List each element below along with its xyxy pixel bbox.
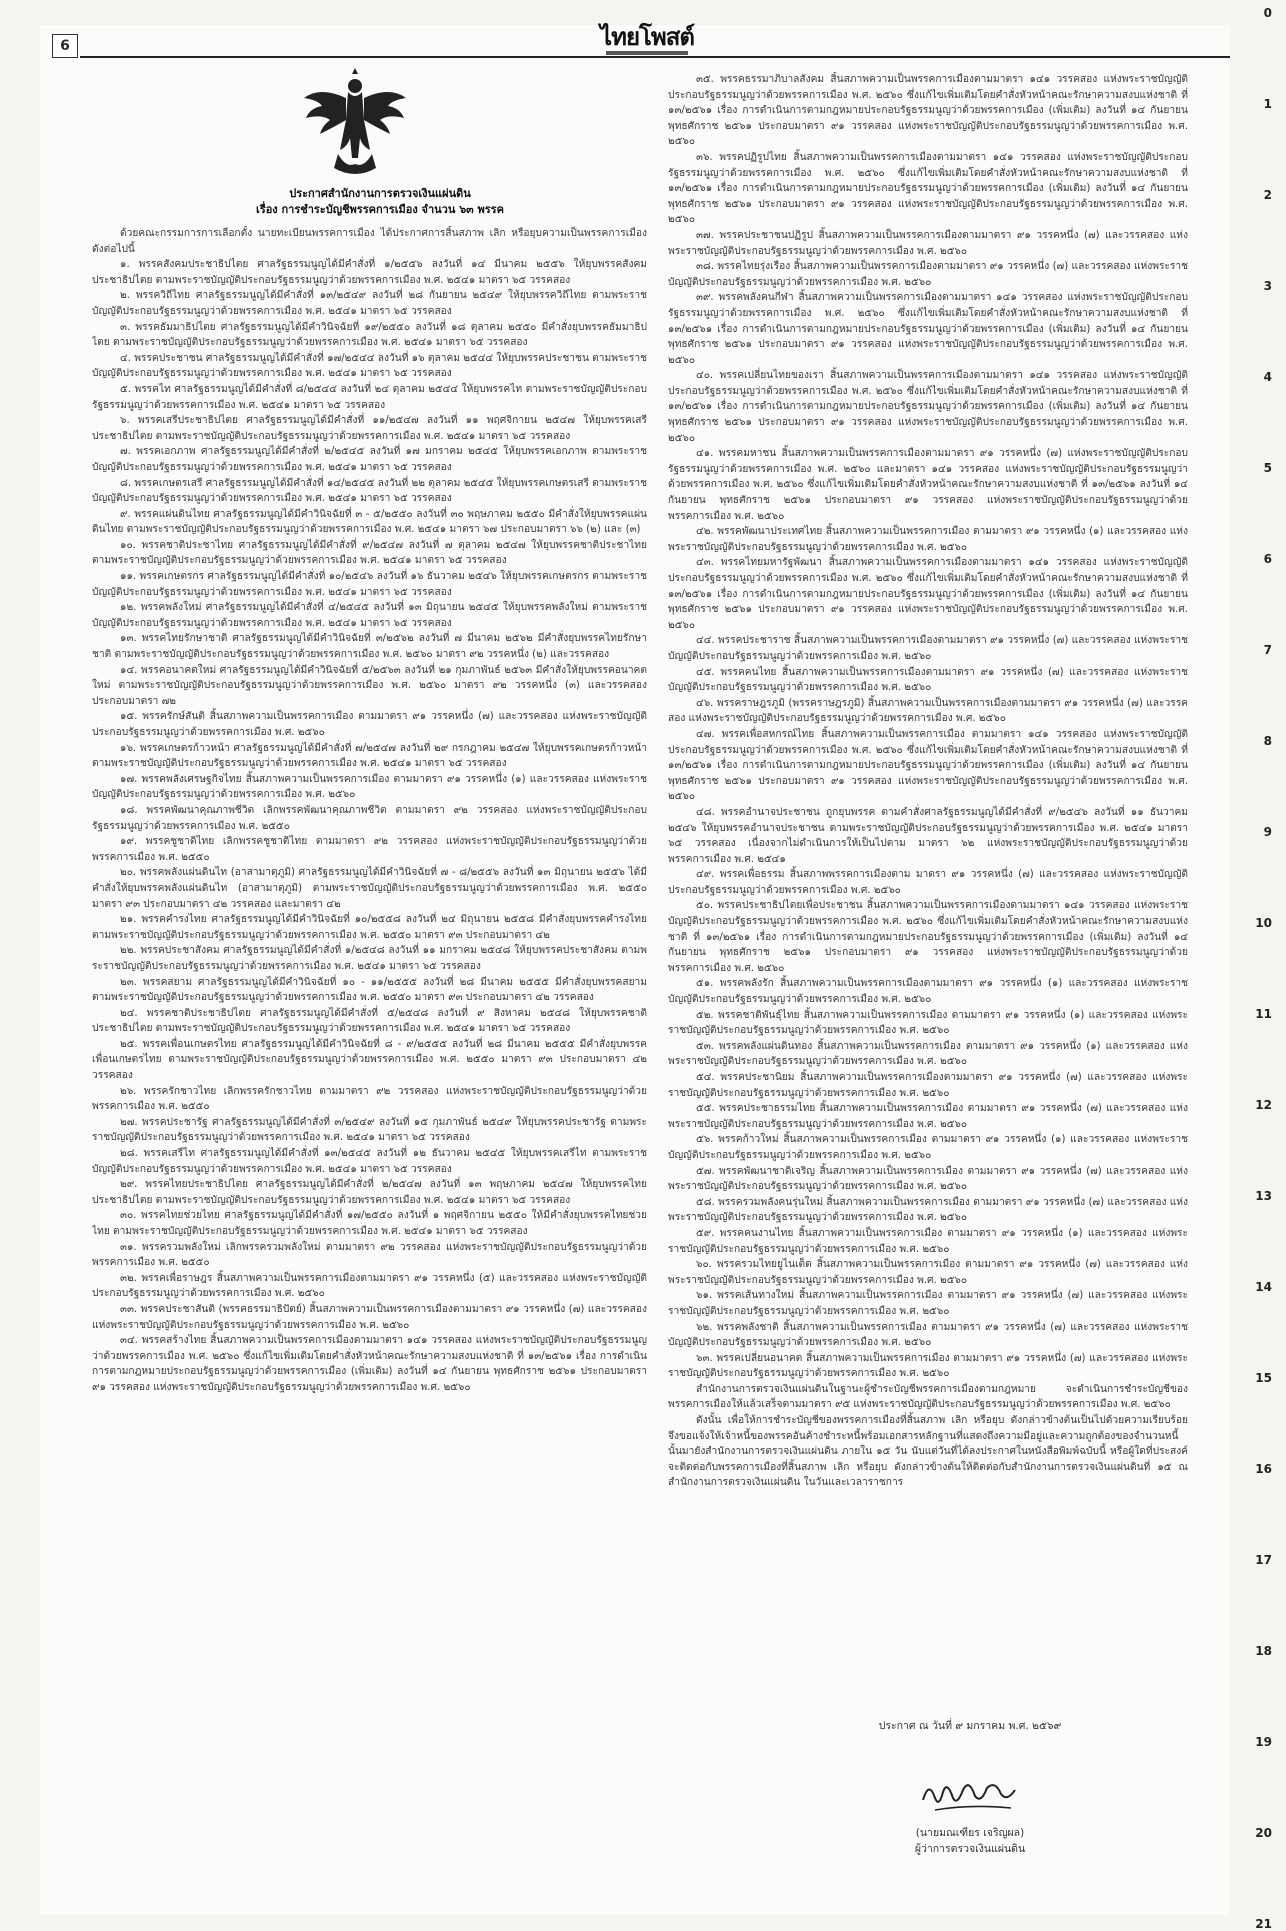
party-list-item: ๔๖. พรรคราษฎรภูมิ (พรรคราษฎรภูมิ) สิ้นสภาพความเป็นพรรคการเมืองตามมาตรา ๙๑ วรรคหนึ่ง (๗) และวรรคสอง แห่งพระราชบัญญัติประกอบรัฐธรรมนูญว่าด้วยพรรคการเมือง พ.ศ. ๒๕๖๐ <box>668 697 1188 725</box>
announcement-subject: เรื่อง การชำระบัญชีพรรคการเมือง จำนวน ๖๓ พรรค <box>256 203 504 216</box>
left-column <box>92 226 647 1916</box>
party-list-item: ๓๗. พรรคประชาชนปฏิรูป สิ้นสภาพความเป็นพรรคการเมืองตามมาตรา ๙๑ วรรคหนึ่ง (๗) และวรรคสอง แห่งพระราชบัญญัติประกอบรัฐธรรมนูญว่าด้วยพรรคการเมือง พ.ศ. ๒๕๖๐ <box>668 229 1188 257</box>
party-list-item: ๑๗. พรรคพลังเศรษฐกิจไทย สิ้นสภาพความเป็นพรรคการเมือง ตามมาตรา ๙๑ วรรคหนึ่ง (๑) และวรรคสอง แห่งพระราชบัญญัติประกอบรัฐธรรมนูญว่าด้วยพรรคการเมือง พ.ศ. ๒๕๖๐ <box>92 773 647 801</box>
party-list-item: ๙. พรรคแผ่นดินไทย ศาลรัฐธรรมนูญได้มีคำวินิจฉัยที่ ๓ - ๕/๒๕๕๐ ลงวันที่ ๓๐ พฤษภาคม ๒๕๕๐ มีคำสั่งให้ยุบพรรคแผ่นดินไทย ตามพระราชบัญญัติประกอบรัฐธรรมนูญว่าด้วยพรรคการเมือง พ.ศ. ๒๕๔๑ มาตรา ๖๗ ประกอบมาตรา ๖๖ (๒) และ (๓) <box>92 508 647 536</box>
signatory-title: ผู้ว่าการตรวจเงินแผ่นดิน <box>914 1843 1026 1855</box>
party-list-item: ๓๘. พรรคไทยรุ่งเรือง สิ้นสภาพความเป็นพรรคการเมืองตามมาตรา ๙๑ วรรคหนึ่ง (๗) และวรรคสอง แห่งพระราชบัญญัติประกอบรัฐธรรมนูญว่าด้วยพรรคการเมือง พ.ศ. ๒๕๖๐ <box>668 261 1188 288</box>
party-list-item: ๓๖. พรรคปฏิรูปไทย สิ้นสภาพความเป็นพรรคการเมืองตามมาตรา ๑๔๑ วรรคสอง แห่งพระราชบัญญัติประกอบรัฐธรรมนูญว่าด้วยพรรคการเมือง พ.ศ. ๒๕๖๐ ซึ่งแก้ไขเพิ่มเติมโดยคำสั่งหัวหน้าคณะรักษาความสงบแห่งชาติ ที่ ๑๓/๒๕๖๑ เรื่อง การดำเนินการตามกฎหมายประกอบรัฐธรรมนูญว่าด้วยพรรคการเมือง (เพิ่มเติม) ลงวันที่ ๑๔ กันยายน พุทธศักราช ๒๕๖๑ ประกอบมาตรา ๙๑ วรรคสอง แห่งพระราชบัญญัติประกอบรัฐธรรมนูญว่าด้วยพรรคการเมือง พ.ศ. ๒๕๖๐ <box>668 151 1188 226</box>
party-list-item: ๗. พรรคเอกภาพ ศาลรัฐธรรมนูญได้มีคำสั่งที่ ๒/๒๕๔๕ ลงวันที่ ๑๗ มกราคม ๒๕๔๕ ให้ยุบพรรคเอกภาพ ตามพระราชบัญญัติประกอบรัฐธรรมนูญว่าด้วยพรรคการเมือง พ.ศ. ๒๕๔๑ มาตรา ๖๕ วรรคสอง <box>92 446 647 473</box>
right-party-list <box>668 72 1188 1382</box>
party-list-item: ๘. พรรคเกษตรเสรี ศาลรัฐธรรมนูญได้มีคำสั่งที่ ๑๔/๒๕๔๕ ลงวันที่ ๒๒ ตุลาคม ๒๕๔๕ ให้ยุบพรรคเกษตรเสรี ตามพระราชบัญญัติประกอบรัฐธรรมนูญว่าด้วยพรรคการเมือง พ.ศ. ๒๕๔๑ มาตรา ๖๕ วรรคสอง <box>92 477 647 505</box>
margin-number: 2 <box>1263 188 1272 202</box>
party-list-item: ๕๘. พรรครวมพลังคนรุ่นใหม่ สิ้นสภาพความเป็นพรรคการเมือง ตามมาตรา ๙๑ วรรคหนึ่ง (๗) และวรรคสอง แห่งพระราชบัญญัติประกอบรัฐธรรมนูญว่าด้วยพรรคการเมือง พ.ศ. ๒๕๖๐ <box>668 1196 1188 1224</box>
party-list-item: ๒๑. พรรคคำรงไทย ศาลรัฐธรรมนูญได้มีคำวินิจฉัยที่ ๑๐/๒๕๕๘ ลงวันที่ ๒๔ มิถุนายน ๒๕๕๘ มีคำสั่งยุบพรรคคำรงไทย ตามพระราชบัญญัติประกอบรัฐธรรมนูญว่าด้วยพรรคการเมือง พ.ศ. ๒๕๕๐ มาตรา ๙๓ ประกอบมาตรา ๔๒ <box>92 914 647 941</box>
margin-number: 14 <box>1255 1280 1272 1294</box>
party-list-item: ๔๗. พรรคเพื่อสหกรณ์ไทย สิ้นสภาพความเป็นพรรคการเมือง ตามมาตรา ๑๔๑ วรรคสอง แห่งพระราชบัญญัติประกอบรัฐธรรมนูญว่าด้วยพรรคการเมือง พ.ศ. ๒๕๖๐ ซึ่งแก้ไขเพิ่มเติมโดยคำสั่งหัวหน้าคณะรักษาความสงบแห่งชาติ ที่ ๑๓/๒๕๖๑ เรื่อง การดำเนินการตามกฎหมายประกอบรัฐธรรมนูญว่าด้วยพรรคการเมือง (เพิ่มเติม) ลงวันที่ ๑๔ กันยายน พุทธศักราช ๒๕๖๑ ประกอบมาตรา ๙๑ วรรคสอง แห่งพระราชบัญญัติประกอบรัฐธรรมนูญว่าด้วยพรรคการเมือง พ.ศ. ๒๕๖๐ <box>668 728 1188 803</box>
party-list-item: ๕๑. พรรคพลังรัก สิ้นสภาพความเป็นพรรคการเมืองตามมาตรา ๙๑ วรรคหนึ่ง (๑) และวรรคสอง แห่งพระราชบัญญัติประกอบรัฐธรรมนูญว่าด้วยพรรคการเมือง พ.ศ. ๒๕๖๐ <box>668 978 1188 1006</box>
party-list-item: ๕๖. พรรคก้าวใหม่ สิ้นสภาพความเป็นพรรคการเมือง ตามมาตรา ๙๑ วรรคหนึ่ง (๑) และวรรคสอง แห่งพระราชบัญญัติประกอบรัฐธรรมนูญว่าด้วยพรรคการเมือง พ.ศ. ๒๕๖๐ <box>668 1134 1188 1161</box>
party-list-item: ๓๑. พรรครวมพลังใหม่ เลิกพรรครวมพลังใหม่ ตามมาตรา ๙๒ วรรคสอง แห่งพระราชบัญญัติประกอบรัฐธรรมนูญว่าด้วยพรรคการเมือง พ.ศ. ๒๕๕๐ <box>92 1241 647 1269</box>
party-list-item: ๑๒. พรรคพลังใหม่ ศาลรัฐธรรมนูญได้มีคำสั่งที่ ๔/๒๕๔๕ ลงวันที่ ๑๓ มิถุนายน ๒๕๔๕ ให้ยุบพรรคพลังใหม่ ตามพระราชบัญญัติประกอบรัฐธรรมนูญว่าด้วยพรรคการเมือง พ.ศ. ๒๕๔๑ มาตรา ๖๕ วรรคสอง <box>92 602 647 629</box>
margin-number: 18 <box>1255 1644 1272 1658</box>
party-list-item: ๕๒. พรรคชาติพันธุ์ไทย สิ้นสภาพความเป็นพรรคการเมือง ตามมาตรา ๙๑ วรรคหนึ่ง (๑) และวรรคสอง แห่งพระราชบัญญัติประกอบรัฐธรรมนูญว่าด้วยพรรคการเมือง พ.ศ. ๒๕๖๐ <box>668 1009 1188 1037</box>
party-list-item: ๑๘. พรรคพัฒนาคุณภาพชีวิต เลิกพรรคพัฒนาคุณภาพชีวิต ตามมาตรา ๙๒ วรรคสอง แห่งพระราชบัญญัติประกอบรัฐธรรมนูญว่าด้วยพรรคการเมือง พ.ศ. ๒๕๕๐ <box>92 804 647 832</box>
party-list-item: ๒๕. พรรคเพื่อนเกษตรไทย ศาลรัฐธรรมนูญได้มีคำวินิจฉัยที่ ๘ - ๙/๒๕๕๕ ลงวันที่ ๒๘ มีนาคม ๒๕๕๕ มีคำสั่งยุบพรรคเพื่อนเกษตรไทย ตามพระราชบัญญัติประกอบรัฐธรรมนูญว่าด้วยพรรคการเมือง พ.ศ. ๒๕๕๐ มาตรา ๙๓ ประกอบมาตรา ๔๒ วรรคสอง <box>92 1038 647 1082</box>
margin-number: 17 <box>1255 1553 1272 1567</box>
closing-paragraph-1: สำนักงานการตรวจเงินแผ่นดินในฐานะผู้ชำระบัญชีพรรคการเมืองตามกฎหมาย จะดำเนินการชำระบัญชีของพรรคการเมืองให้แล้วเสร็จตามมาตรา ๙๕ แห่งพระราชบัญญัติประกอบรัฐธรรมนูญว่าด้วยพรรคการเมือง พ.ศ. ๒๕๖๐ <box>668 1383 1188 1411</box>
party-list-item: ๑. พรรคสังคมประชาธิปไตย ศาลรัฐธรรมนูญได้มีคำสั่งที่ ๑/๒๕๕๖ ลงวันที่ ๑๔ มีนาคม ๒๕๕๖ ให้ยุบพรรคสังคมประชาธิปไตย ตามพระราชบัญญัติประกอบรัฐธรรมนูญว่าด้วยพรรคการเมือง พ.ศ. ๒๕๔๑ มาตรา ๖๕ วรรคสอง <box>92 259 647 286</box>
party-list-item: ๑๕. พรรครักษ์สันติ สิ้นสภาพความเป็นพรรคการเมือง ตามมาตรา ๙๑ วรรคหนึ่ง (๗) และวรรคสอง แห่งพระราชบัญญัติประกอบรัฐธรรมนูญว่าด้วยพรรคการเมือง พ.ศ. ๒๕๖๐ <box>92 711 647 738</box>
party-list-item: ๖๓. พรรคเปลี่ยนอนาคต สิ้นสภาพความเป็นพรรคการเมือง ตามมาตรา ๙๑ วรรคหนึ่ง (๗) และวรรคสอง แห่งพระราชบัญญัติประกอบรัฐธรรมนูญว่าด้วยพรรคการเมือง พ.ศ. ๒๕๖๐ <box>668 1352 1188 1380</box>
party-list-item: ๑๑. พรรคเกษตรกร ศาลรัฐธรรมนูญได้มีคำสั่งที่ ๑๐/๒๕๔๖ ลงวันที่ ๑๖ ธันวาคม ๒๕๔๖ ให้ยุบพรรคเกษตรกร ตามพระราชบัญญัติประกอบรัฐธรรมนูญว่าด้วยพรรคการเมือง พ.ศ. ๒๕๔๑ มาตรา ๖๕ วรรคสอง <box>92 571 647 598</box>
party-list-item: ๒๓. พรรคสยาม ศาลรัฐธรรมนูญได้มีคำวินิจฉัยที่ ๑๐ - ๑๑/๒๕๕๕ ลงวันที่ ๒๘ มีนาคม ๒๕๕๕ มีคำสั่งยุบพรรคสยาม ตามพระราชบัญญัติประกอบรัฐธรรมนูญว่าด้วยพรรคการเมือง พ.ศ. ๒๕๕๐ มาตรา ๙๓ ประกอบมาตรา ๔๒ วรรคสอง <box>92 976 647 1004</box>
party-list-item: ๓๓. พรรคประชาสันติ (พรรคธรรมาธิปัตย์) สิ้นสภาพความเป็นพรรคการเมืองตามมาตรา ๙๑ วรรคหนึ่ง (๗) และวรรคสอง แห่งพระราชบัญญัติประกอบรัฐธรรมนูญว่าด้วยพรรคการเมือง พ.ศ. ๒๕๖๐ <box>92 1303 647 1331</box>
party-list-item: ๖๐. พรรครวมไทยยูไนเต็ด สิ้นสภาพความเป็นพรรคการเมือง ตามมาตรา ๙๑ วรรคหนึ่ง (๗) และวรรคสอง แห่งพระราชบัญญัติประกอบรัฐธรรมนูญว่าด้วยพรรคการเมือง พ.ศ. ๒๕๖๐ <box>668 1259 1188 1286</box>
announcement-title: ประกาศสำนักงานการตรวจเงินแผ่นดิน <box>289 187 471 200</box>
party-list-item: ๕๗. พรรคพัฒนาชาติเจริญ สิ้นสภาพความเป็นพรรคการเมือง ตามมาตรา ๙๑ วรรคหนึ่ง (๗) และวรรคสอง แห่งพระราชบัญญัติประกอบรัฐธรรมนูญว่าด้วยพรรคการเมือง พ.ศ. ๒๕๖๐ <box>668 1165 1188 1193</box>
margin-number: 1 <box>1263 97 1272 111</box>
margin-number: 11 <box>1255 1007 1272 1021</box>
party-list-item: ๔. พรรคประชาชน ศาลรัฐธรรมนูญได้มีคำสั่งที่ ๑๗/๒๕๔๔ ลงวันที่ ๑๖ ตุลาคม ๒๕๔๔ ให้ยุบพรรคประชาชน ตามพระราชบัญญัติประกอบรัฐธรรมนูญว่าด้วยพรรคการเมือง พ.ศ. ๒๕๔๑ มาตรา ๖๕ วรรคสอง <box>92 352 647 380</box>
party-list-item: ๕. พรรคไท ศาลรัฐธรรมนูญได้มีคำสั่งที่ ๘/๒๕๔๔ ลงวันที่ ๒๔ ตุลาคม ๒๕๔๔ ให้ยุบพรรคไท ตามพระราชบัญญัติประกอบรัฐธรรมนูญว่าด้วยพรรคการเมือง พ.ศ. ๒๕๔๑ มาตรา ๖๕ วรรคสอง <box>92 383 647 411</box>
intro-paragraph: ด้วยคณะกรรมการการเลือกตั้ง นายทะเบียนพรรคการเมือง ได้ประกาศการสิ้นสภาพ เลิก หรือยุบความเป็นพรรคการเมืองดังต่อไปนี้ <box>92 228 647 255</box>
party-list-item: ๕๕. พรรคประชาธรรมไทย สิ้นสภาพความเป็นพรรคการเมือง ตามมาตรา ๙๑ วรรคหนึ่ง (๗) และวรรคสอง แห่งพระราชบัญญัติประกอบรัฐธรรมนูญว่าด้วยพรรคการเมือง พ.ศ. ๒๕๖๐ <box>668 1103 1188 1130</box>
margin-number: 6 <box>1263 552 1272 566</box>
margin-number: 7 <box>1263 643 1272 657</box>
party-list-item: ๓. พรรคธัมมาธิปไตย ศาลรัฐธรรมนูญได้มีคำวินิจฉัยที่ ๑๙/๒๕๕๐ ลงวันที่ ๑๘ ตุลาคม ๒๕๕๐ มีคำสั่งยุบพรรคธัมมาธิปไตย ตามพระราชบัญญัติประกอบรัฐธรรมนูญว่าด้วยพรรคการเมือง พ.ศ. ๒๕๔๑ มาตรา ๖๕ วรรคสอง <box>92 321 647 349</box>
masthead-tagline-bar <box>606 51 688 55</box>
party-list-item: ๓๙. พรรคพลังคนกีฬา สิ้นสภาพความเป็นพรรคการเมืองตามมาตรา ๑๔๑ วรรคสอง แห่งพระราชบัญญัติประกอบรัฐธรรมนูญว่าด้วยพรรคการเมือง พ.ศ. ๒๕๖๐ ซึ่งแก้ไขเพิ่มเติมโดยคำสั่งหัวหน้าคณะรักษาความสงบแห่งชาติ ที่ ๑๓/๒๕๖๑ เรื่อง การดำเนินการตามกฎหมายประกอบรัฐธรรมนูญว่าด้วยพรรคการเมือง (เพิ่มเติม) ลงวันที่ ๑๔ กันยายน พุทธศักราช ๒๕๖๑ ประกอบมาตรา ๙๑ วรรคสอง แห่งพระราชบัญญัติประกอบรัฐธรรมนูญว่าด้วยพรรคการเมือง พ.ศ. ๒๕๖๐ <box>668 292 1188 366</box>
margin-number: 3 <box>1263 279 1272 293</box>
margin-number: 13 <box>1255 1189 1272 1203</box>
party-list-item: ๑๓. พรรคไทยรักษาชาติ ศาลรัฐธรรมนูญได้มีคำวินิจฉัยที่ ๓/๒๕๖๒ ลงวันที่ ๗ มีนาคม ๒๕๖๒ มีคำสั่งยุบพรรคไทยรักษาชาติ ตามพระราชบัญญัติประกอบรัฐธรรมนูญว่าด้วยพรรคการเมือง พ.ศ. ๒๕๖๐ มาตรา ๙๒ วรรคหนึ่ง (๒) และวรรคสอง <box>92 633 647 661</box>
margin-number: 21 <box>1255 1917 1272 1931</box>
party-list-item: ๔๕. พรรคคนไทย สิ้นสภาพความเป็นพรรคการเมืองตามมาตรา ๙๑ วรรคหนึ่ง (๗) และวรรคสอง แห่งพระราชบัญญัติประกอบรัฐธรรมนูญว่าด้วยพรรคการเมือง พ.ศ. ๒๕๖๐ <box>668 666 1188 694</box>
signature-icon <box>915 1770 1025 1820</box>
party-list-item: ๔๔. พรรคประชาราช สิ้นสภาพความเป็นพรรคการเมืองตามมาตรา ๙๑ วรรคหนึ่ง (๗) และวรรคสอง แห่งพระราชบัญญัติประกอบรัฐธรรมนูญว่าด้วยพรรคการเมือง พ.ศ. ๒๕๖๐ <box>668 635 1188 662</box>
party-list-item: ๒๘. พรรคเสรีไท ศาลรัฐธรรมนูญได้มีคำสั่งที่ ๑๓/๒๕๔๕ ลงวันที่ ๑๒ ธันวาคม ๒๕๔๕ ให้ยุบพรรคเสรีไท ตามพระราชบัญญัติประกอบรัฐธรรมนูญว่าด้วยพรรคการเมือง พ.ศ. ๒๕๔๑ มาตรา ๖๕ วรรคสอง <box>92 1148 647 1175</box>
masthead <box>598 24 696 56</box>
party-list-item: ๖. พรรคเสรีประชาธิปไตย ศาลรัฐธรรมนูญได้มีคำสั่งที่ ๑๑/๒๕๔๗ ลงวันที่ ๑๑ พฤศจิกายน ๒๕๔๗ ให้ยุบพรรคเสรีประชาธิปไตย ตามพระราชบัญญัติประกอบรัฐธรรมนูญว่าด้วยพรรคการเมือง พ.ศ. ๒๕๔๑ มาตรา ๖๕ วรรคสอง <box>92 415 647 442</box>
party-list-item: ๒๙. พรรคไทยประชาธิปไตย ศาลรัฐธรรมนูญได้มีคำสั่งที่ ๒/๒๕๔๗ ลงวันที่ ๑๓ พฤษภาคม ๒๕๔๗ ให้ยุบพรรคไทยประชาธิปไตย ตามพระราชบัญญัติประกอบรัฐธรรมนูญว่าด้วยพรรคการเมือง พ.ศ. ๒๕๔๑ มาตรา ๖๕ วรรคสอง <box>92 1179 647 1206</box>
margin-number: 12 <box>1255 1098 1272 1112</box>
margin-number: 9 <box>1263 825 1272 839</box>
margin-number: 4 <box>1263 370 1272 384</box>
margin-number: 0 <box>1263 6 1272 20</box>
party-list-item: ๒๒. พรรคประชาสังคม ศาลรัฐธรรมนูญได้มีคำสั่งที่ ๑/๒๕๔๘ ลงวันที่ ๑๑ มกราคม ๒๕๔๘ ให้ยุบพรรคประชาสังคม ตามพระราชบัญญัติประกอบรัฐธรรมนูญว่าด้วยพรรคการเมือง พ.ศ. ๒๕๔๑ มาตรา ๖๕ วรรคสอง <box>92 945 647 972</box>
page-number: 6 <box>52 34 78 58</box>
signature-block <box>870 1770 1070 1857</box>
party-list-item: ๔๑. พรรคมหาชน สิ้นสภาพความเป็นพรรคการเมืองตามมาตรา ๙๑ วรรคหนึ่ง (๗) แห่งพระราชบัญญัติประกอบรัฐธรรมนูญว่าด้วยพรรคการเมือง พ.ศ. ๒๕๖๐ และมาตรา ๑๔๑ วรรคสอง แห่งพระราชบัญญัติประกอบรัฐธรรมนูญว่าด้วยพรรคการเมือง พ.ศ. ๒๕๖๐ ซึ่งแก้ไขเพิ่มเติมโดยคำสั่งหัวหน้าคณะรักษาความสงบแห่งชาติ ที่ ๑๓/๒๕๖๑ ลงวันที่ ๑๔ กันยายน พุทธศักราช ๒๕๖๑ ประกอบมาตรา ๙๑ วรรคสอง แห่งพระราชบัญญัติประกอบรัฐธรรมนูญว่าด้วยพรรคการเมือง พ.ศ. ๒๕๖๐ <box>668 448 1188 522</box>
party-list-item: ๒๐. พรรคพลังแผ่นดินไท (อาสามาตุภูมิ) ศาลรัฐธรรมนูญได้มีคำวินิจฉัยที่ ๗ - ๘/๒๕๕๖ ลงวันที่ ๑๓ มิถุนายน ๒๕๕๖ ได้มีคำสั่งให้ยุบพรรคพลังแผ่นดินไท (อาสามาตุภูมิ) ตามพระราชบัญญัติประกอบรัฐธรรมนูญว่าด้วยพรรคการเมือง พ.ศ. ๒๕๕๐ มาตรา ๙๓ ประกอบมาตรา ๔๒ วรรคสอง และมาตรา ๔๒ <box>92 867 647 910</box>
party-list-item: ๓๐. พรรคไทยช่วยไทย ศาลรัฐธรรมนูญได้มีคำสั่งที่ ๑๗/๒๕๕๐ ลงวันที่ ๑ พฤศจิกายน ๒๕๕๐ ให้มีคำสั่งยุบพรรคไทยช่วยไทย ตามพระราชบัญญัติประกอบรัฐธรรมนูญว่าด้วยพรรคการเมือง พ.ศ. ๒๕๔๑ มาตรา ๖๕ วรรคสอง <box>92 1210 647 1237</box>
header-rule <box>80 56 1230 58</box>
party-list-item: ๕๓. พรรคพลังแผ่นดินทอง สิ้นสภาพความเป็นพรรคการเมือง ตามมาตรา ๙๑ วรรคหนึ่ง (๑) และวรรคสอง แห่งพระราชบัญญัติประกอบรัฐธรรมนูญว่าด้วยพรรคการเมือง พ.ศ. ๒๕๖๐ <box>668 1040 1188 1068</box>
party-list-item: ๑๙. พรรคชูชาติไทย เลิกพรรคชูชาติไทย ตามมาตรา ๙๒ วรรคสอง แห่งพระราชบัญญัติประกอบรัฐธรรมนูญว่าด้วยพรรคการเมือง พ.ศ. ๒๕๕๐ <box>92 836 647 863</box>
party-list-item: ๕๔. พรรคประชานิยม สิ้นสภาพความเป็นพรรคการเมืองตามมาตรา ๙๑ วรรคหนึ่ง (๗) และวรรคสอง แห่งพระราชบัญญัติประกอบรัฐธรรมนูญว่าด้วยพรรคการเมือง พ.ศ. ๒๕๖๐ <box>668 1072 1188 1099</box>
right-column <box>668 72 1188 1652</box>
party-list-item: ๖๑. พรรคเส้นทางใหม่ สิ้นสภาพความเป็นพรรคการเมือง ตามมาตรา ๙๑ วรรคหนึ่ง (๗) และวรรคสอง แห่งพระราชบัญญัติประกอบรัฐธรรมนูญว่าด้วยพรรคการเมือง พ.ศ. ๒๕๖๐ <box>668 1290 1188 1317</box>
party-list-item: ๔๘. พรรคอำนาจประชาชน ถูกยุบพรรค ตามคำสั่งศาลรัฐธรรมนูญได้มีคำสั่งที่ ๙/๒๕๔๖ ลงวันที่ ๑๑ ธันวาคม ๒๕๔๖ ให้ยุบพรรคอำนาจประชาชน ตามพระราชบัญญัติประกอบรัฐธรรมนูญว่าด้วยพรรคการเมือง พ.ศ. ๒๕๔๑ มาตรา ๖๕ วรรคสอง เนื่องจากไม่ดำเนินการให้เป็นไปตาม มาตรา ๖๒ แห่งพระราชบัญญัติประกอบรัฐธรรมนูญว่าด้วยพรรคการเมือง พ.ศ. ๒๕๔๑ <box>668 806 1188 865</box>
margin-number: 20 <box>1255 1826 1272 1840</box>
party-list-item: ๔๙. พรรคเพื่อธรรม สิ้นสภาพพรรคการเมืองตาม มาตรา ๙๑ วรรคหนึ่ง (๗) และวรรคสอง แห่งพระราชบัญญัติประกอบรัฐธรรมนูญว่าด้วยพรรคการเมือง พ.ศ. ๒๕๖๐ <box>668 869 1188 896</box>
party-list-item: ๔๓. พรรคไทยมหารัฐพัฒนา สิ้นสภาพความเป็นพรรคการเมืองตามมาตรา ๑๔๑ วรรคสอง แห่งพระราชบัญญัติประกอบรัฐธรรมนูญว่าด้วยพรรคการเมือง พ.ศ. ๒๕๖๐ ซึ่งแก้ไขเพิ่มเติมโดยคำสั่งหัวหน้าคณะรักษาความสงบแห่งชาติ ที่ ๑๓/๒๕๖๑ เรื่อง การดำเนินการตามกฎหมายประกอบรัฐธรรมนูญว่าด้วยพรรคการเมือง (เพิ่มเติม) ลงวันที่ ๑๔ กันยายน พุทธศักราช ๒๕๖๑ ประกอบมาตรา ๙๑ วรรคสอง แห่งพระราชบัญญัติประกอบรัฐธรรมนูญว่าด้วยพรรคการเมือง พ.ศ. ๒๕๖๐ <box>668 557 1188 631</box>
party-list-item: ๔๐. พรรคเปลี่ยนไทยของเรา สิ้นสภาพความเป็นพรรคการเมืองตามมาตรา ๑๔๑ วรรคสอง แห่งพระราชบัญญัติประกอบรัฐธรรมนูญว่าด้วยพรรคการเมือง พ.ศ. ๒๕๖๐ ซึ่งแก้ไขเพิ่มเติมโดยคำสั่งหัวหน้าคณะรักษาความสงบแห่งชาติ ที่ ๑๓/๒๕๖๑ เรื่อง การดำเนินการตามกฎหมายประกอบรัฐธรรมนูญว่าด้วยพรรคการเมือง (เพิ่มเติม) ลงวันที่ ๑๔ กันยายน พุทธศักราช ๒๕๖๑ ประกอบมาตรา ๙๑ วรรคสอง แห่งพระราชบัญญัติประกอบรัฐธรรมนูญว่าด้วยพรรคการเมือง พ.ศ. ๒๕๖๐ <box>668 370 1188 444</box>
margin-number: 15 <box>1255 1371 1272 1385</box>
closing-paragraph-2: ดังนั้น เพื่อให้การชำระบัญชีของพรรคการเมืองที่สิ้นสภาพ เลิก หรือยุบ ดังกล่าวข้างต้นเป็นไปด้วยความเรียบร้อย จึงขอแจ้งให้เจ้าหนี้ของพรรคอันค้างชำระหนี้พร้อมเอกสารหลักฐานที่แสดงถึงความมีอยู่และความถูกต้องของจำนวนหนี้นั้นมายังสำนักงานการตรวจเงินแผ่นดิน ภายใน ๑๕ วัน นับแต่วันที่ได้ลงประกาศในหนังสือพิมพ์ฉบับนี้ หรือผู้ใดที่ประสงค์จะติดต่อกับพรรคการเมืองที่สิ้นสภาพ เลิก หรือยุบ ดังกล่าวข้างต้นให้ติดต่อกับสำนักงานการตรวจเงินแผ่นดินที่ ๑๕ ณ สำนักงานการตรวจเงินแผ่นดิน ในวันและเวลาราชการ <box>668 1415 1188 1489</box>
announcement-title-block <box>230 186 530 218</box>
announcement-date: ประกาศ ณ วันที่ ๙ มกราคม พ.ศ. ๒๕๖๙ <box>878 1720 1062 1732</box>
margin-numbers <box>1242 0 1272 1931</box>
party-list-item: ๕๐. พรรคประชาธิปไตยเพื่อประชาชน สิ้นสภาพความเป็นพรรคการเมืองตามมาตรา ๑๔๑ วรรคสอง แห่งพระราชบัญญัติประกอบรัฐธรรมนูญว่าด้วยพรรคการเมือง พ.ศ. ๒๕๖๐ ซึ่งแก้ไขเพิ่มเติมโดยคำสั่งหัวหน้าคณะรักษาความสงบแห่งชาติ ที่ ๑๓/๒๕๖๑ เรื่อง การดำเนินการตามกฎหมายประกอบรัฐธรรมนูญว่าด้วยพรรคการเมือง (เพิ่มเติม) ลงวันที่ ๑๔ กันยายน พุทธศักราช ๒๕๖๑ ประกอบมาตรา ๙๑ วรรคสอง แห่งพระราชบัญญัติประกอบรัฐธรรมนูญว่าด้วยพรรคการเมือง พ.ศ. ๒๕๖๐ <box>668 900 1188 974</box>
garuda-emblem-icon <box>300 68 410 180</box>
party-list-item: ๒๖. พรรครักชาวไทย เลิกพรรครักชาวไทย ตามมาตรา ๙๒ วรรคสอง แห่งพระราชบัญญัติประกอบรัฐธรรมนูญว่าด้วยพรรคการเมือง พ.ศ. ๒๕๕๐ <box>92 1085 647 1113</box>
party-list-item: ๓๔. พรรคสร้างไทย สิ้นสภาพความเป็นพรรคการเมืองตามมาตรา ๑๔๑ วรรคสอง แห่งพระราชบัญญัติประกอบรัฐธรรมนูญว่าด้วยพรรคการเมือง พ.ศ. ๒๕๖๐ ซึ่งแก้ไขเพิ่มเติมโดยคำสั่งหัวหน้าคณะรักษาความสงบแห่งชาติ ที่ ๑๓/๒๕๖๑ เรื่อง การดำเนินการตามกฎหมายประกอบรัฐธรรมนูญว่าด้วยพรรคการเมือง (เพิ่มเติม) ลงวันที่ ๑๔ กันยายน พุทธศักราช ๒๕๖๑ ประกอบมาตรา ๙๑ วรรคสอง แห่งพระราชบัญญัติประกอบรัฐธรรมนูญว่าด้วยพรรคการเมือง พ.ศ. ๒๕๖๐ <box>92 1335 647 1393</box>
party-list-item: ๕๙. พรรคคนงานไทย สิ้นสภาพความเป็นพรรคการเมือง ตามมาตรา ๙๑ วรรคหนึ่ง (๑) และวรรคสอง แห่งพระราชบัญญัติประกอบรัฐธรรมนูญว่าด้วยพรรคการเมือง พ.ศ. ๒๕๖๐ <box>668 1227 1188 1255</box>
party-list-item: ๑๖. พรรคเกษตรก้าวหน้า ศาลรัฐธรรมนูญได้มีคำสั่งที่ ๗/๒๕๔๗ ลงวันที่ ๒๙ กรกฎาคม ๒๕๔๗ ให้ยุบพรรคเกษตรก้าวหน้า ตามพระราชบัญญัติประกอบรัฐธรรมนูญว่าด้วยพรรคการเมือง พ.ศ. ๒๕๔๑ มาตรา ๖๕ วรรคสอง <box>92 742 647 770</box>
party-list-item: ๒. พรรควิถีไทย ศาลรัฐธรรมนูญได้มีคำสั่งที่ ๑๓/๒๕๔๙ ลงวันที่ ๒๘ กันยายน ๒๕๔๙ ให้ยุบพรรควิถีไทย ตามพระราชบัญญัติประกอบรัฐธรรมนูญว่าด้วยพรรคการเมือง พ.ศ. ๒๕๔๑ มาตรา ๖๕ วรรคสอง <box>92 290 647 317</box>
party-list-item: ๓๒. พรรคเพื่อราษฎร สิ้นสภาพความเป็นพรรคการเมืองตามมาตรา ๙๑ วรรคหนึ่ง (๕) และวรรคสอง แห่งพระราชบัญญัติประกอบรัฐธรรมนูญว่าด้วยพรรคการเมือง พ.ศ. ๒๕๖๐ <box>92 1272 647 1300</box>
masthead-logo: ไทยโพสต์ <box>600 22 694 51</box>
margin-number: 10 <box>1255 916 1272 930</box>
party-list-item: ๑๐. พรรคชาติประชาไทย ศาลรัฐธรรมนูญได้มีคำสั่งที่ ๙/๒๕๔๗ ลงวันที่ ๗ ตุลาคม ๒๕๔๗ ให้ยุบพรรคชาติประชาไทย ตามพระราชบัญญัติประกอบรัฐธรรมนูญว่าด้วยพรรคการเมือง พ.ศ. ๒๕๔๑ มาตรา ๖๕ วรรคสอง <box>92 539 647 567</box>
party-list-item: ๖๒. พรรคพลังชาติ สิ้นสภาพความเป็นพรรคการเมือง ตามมาตรา ๙๑ วรรคหนึ่ง (๗) และวรรคสอง แห่งพระราชบัญญัติประกอบรัฐธรรมนูญว่าด้วยพรรคการเมือง พ.ศ. ๒๕๖๐ <box>668 1321 1188 1349</box>
margin-number: 19 <box>1255 1735 1272 1749</box>
party-list-item: ๔๒. พรรคพัฒนาประเทศไทย สิ้นสภาพความเป็นพรรคการเมือง ตามมาตรา ๙๑ วรรคหนึ่ง (๑) และวรรคสอง แห่งพระราชบัญญัติประกอบรัฐธรรมนูญว่าด้วยพรรคการเมือง พ.ศ. ๒๕๖๐ <box>668 526 1188 553</box>
margin-number: 8 <box>1263 734 1272 748</box>
party-list-item: ๒๗. พรรคประชารัฐ ศาลรัฐธรรมนูญได้มีคำสั่งที่ ๓/๒๕๔๙ ลงวันที่ ๑๕ กุมภาพันธ์ ๒๕๔๙ ให้ยุบพรรคประชารัฐ ตามพระราชบัญญัติประกอบรัฐธรรมนูญว่าด้วยพรรคการเมือง พ.ศ. ๒๕๔๑ มาตรา ๖๕ วรรคสอง <box>92 1116 647 1144</box>
margin-number: 5 <box>1263 461 1272 475</box>
party-list-item: ๒๔. พรรคชาติประชาธิปไตย ศาลรัฐธรรมนูญได้มีคำสั่งที่ ๕/๒๕๔๘ ลงวันที่ ๙ สิงหาคม ๒๕๔๘ ให้ยุบพรรคชาติประชาธิปไตย ตามพระราชบัญญัติประกอบรัฐธรรมนูญว่าด้วยพรรคการเมือง พ.ศ. ๒๕๔๑ มาตรา ๖๕ วรรคสอง <box>92 1007 647 1035</box>
left-party-list <box>92 257 647 1395</box>
signatory-name: (นายมณเฑียร เจริญผล) <box>915 1827 1025 1839</box>
margin-number: 16 <box>1255 1462 1272 1476</box>
party-list-item: ๓๕. พรรคธรรมาภิบาลสังคม สิ้นสภาพความเป็นพรรคการเมืองตามมาตรา ๑๔๑ วรรคสอง แห่งพระราชบัญญัติประกอบรัฐธรรมนูญว่าด้วยพรรคการเมือง พ.ศ. ๒๕๖๐ ซึ่งแก้ไขเพิ่มเติมโดยคำสั่งหัวหน้าคณะรักษาความสงบแห่งชาติ ที่ ๑๓/๒๕๖๑ เรื่อง การดำเนินการตามกฎหมายประกอบรัฐธรรมนูญว่าด้วยพรรคการเมือง (เพิ่มเติม) ลงวันที่ ๑๔ กันยายน พุทธศักราช ๒๕๖๑ ประกอบมาตรา ๙๑ วรรคสอง แห่งพระราชบัญญัติประกอบรัฐธรรมนูญว่าด้วยพรรคการเมือง พ.ศ. ๒๕๖๐ <box>668 74 1188 148</box>
party-list-item: ๑๔. พรรคอนาคตใหม่ ศาลรัฐธรรมนูญได้มีคำวินิจฉัยที่ ๕/๒๕๖๓ ลงวันที่ ๒๑ กุมภาพันธ์ ๒๕๖๓ มีคำสั่งให้ยุบพรรคอนาคตใหม่ ตามพระราชบัญญัติประกอบรัฐธรรมนูญว่าด้วยพรรคการเมือง พ.ศ. ๒๕๖๐ มาตรา ๙๒ วรรคหนึ่ง (๓) และวรรคสอง ประกอบมาตรา ๗๒ <box>92 664 647 707</box>
